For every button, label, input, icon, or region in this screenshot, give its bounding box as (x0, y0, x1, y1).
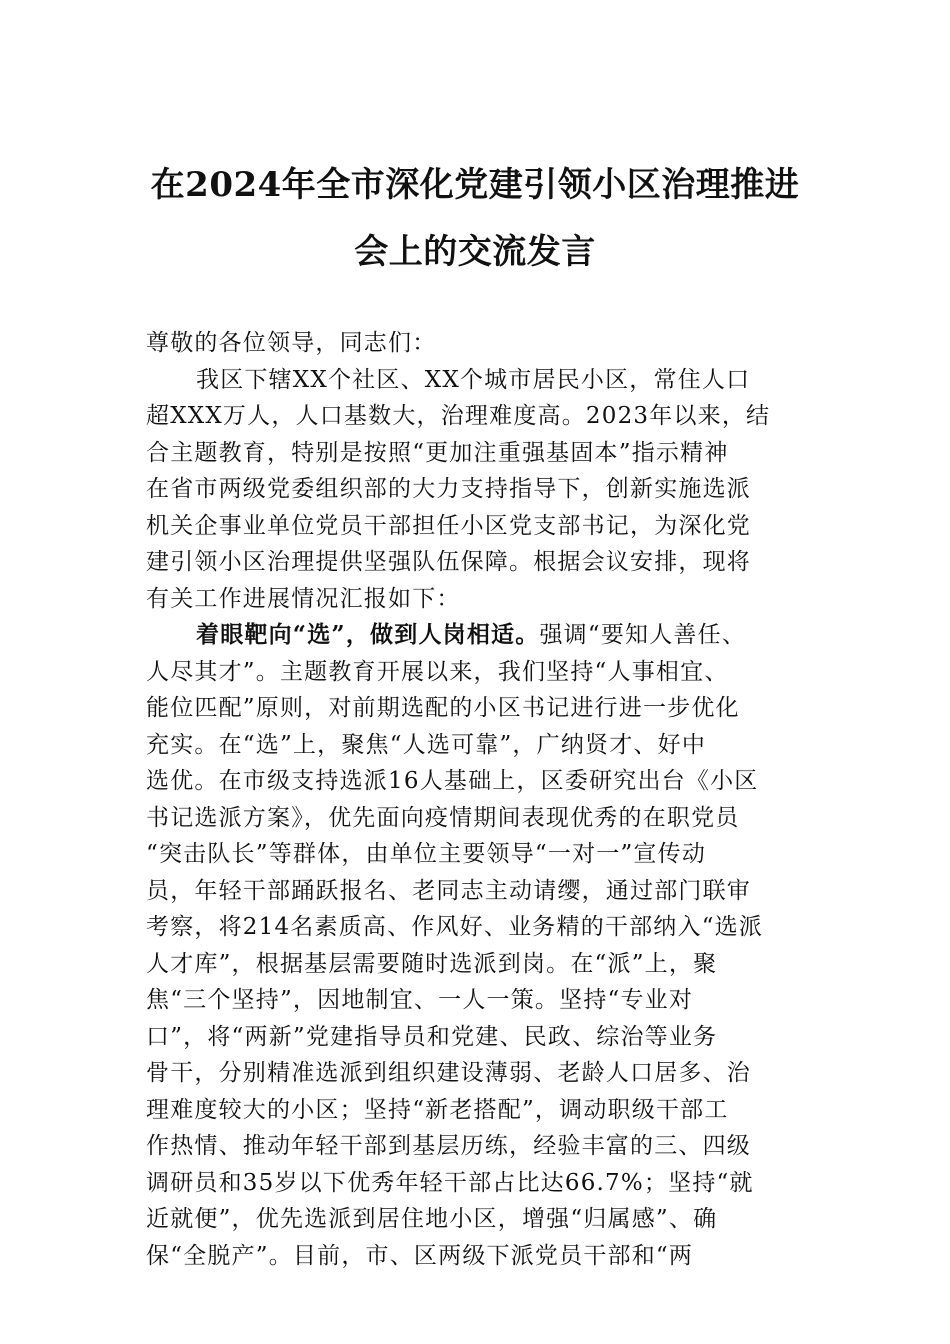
document-body (146, 325, 846, 1274)
paragraph-2-line: 选优。在市级支持选派16人基础上，区委研究出台《小区 (146, 768, 759, 794)
paragraph-1-line: 机关企事业单位党员干部担任小区党支部书记，为深化党 (146, 512, 751, 539)
paragraph-2-line: 焦“三个坚持”，因地制宜、一人一策。坚持“专业对 (146, 987, 694, 1013)
paragraph-1-line: 合主题教育，特别是按照“更加注重强基固本”指示精神 (146, 439, 729, 466)
document-title-line-2: 会上的交流发言 (354, 232, 596, 272)
paragraph-1-line: 有关工作进展情况汇报如下： (146, 585, 461, 612)
paragraph-1-line: 超XXX万人，人口基数大，治理难度高。2023年以来，结 (146, 403, 771, 429)
paragraph-2-line: 员，年轻干部踊跃报名、老同志主动请缨，通过部门联审 (146, 877, 751, 904)
paragraph-2-line: 作热情、推动年轻干部到基层历练，经验丰富的三、四级 (146, 1133, 751, 1159)
paragraph-2-text: 强调“要知人善任、 (539, 622, 747, 648)
paragraph-2-line: 口”，将“两新”党建指导员和党建、民政、综治等业务 (146, 1023, 718, 1050)
paragraph-2-line: 人尽其才”。主题教育开展以来，我们坚持“人事相宜、 (146, 658, 729, 685)
paragraph-2-line: 保“全脱产”。目前，市、区两级下派党员干部和“两 (146, 1242, 694, 1269)
salutation: 尊敬的各位领导，同志们： (146, 330, 437, 356)
paragraph-2-line: “突击队长”等群体，由单位主要领导“一对一”宣传动 (146, 841, 707, 867)
paragraph-2-line: 骨干，分别精准选派到组织建设薄弱、老龄人口居多、治 (146, 1060, 751, 1086)
paragraph-2-line: 调研员和35岁以下优秀年轻干部占比达66.7%；坚持“就 (146, 1169, 754, 1196)
paragraph-2-line: 考察，将214名素质高、作风好、业务精的干部纳入“选派 (146, 914, 764, 940)
section-heading: 着眼靶向“选”，做到人岗相适。 (196, 621, 540, 648)
paragraph-1-line: 在省市两级党委组织部的大力支持指导下，创新实施选派 (146, 476, 751, 502)
paragraph-2-line: 能位匹配”原则，对前期选配的小区书记进行进一步优化 (146, 695, 740, 721)
paragraph-1-line: 我区下辖XX个社区、XX个城市居民小区，常住人口 (196, 366, 751, 393)
document-title-line-1: 在2024年全市深化党建引领小区治理推进 (150, 165, 800, 205)
paragraph-2-line: 人才库”，根据基层需要随时选派到岗。在“派”上，聚 (146, 950, 718, 977)
paragraph-1-line: 建引领小区治理提供坚强队伍保障。根据会议安排，现将 (146, 549, 751, 575)
paragraph-2-first-line (146, 617, 846, 654)
paragraph-2-line: 充实。在“选”上，聚焦“人选可靠”，广纳贤才、好中 (146, 731, 707, 758)
paragraph-2-line: 理难度较大的小区；坚持“新老搭配”，调动职级干部工 (146, 1096, 729, 1123)
paragraph-2-line: 书记选派方案》，优先面向疫情期间表现优秀的在职党员 (146, 804, 740, 831)
paragraph-2-line: 近就便”，优先选派到居住地小区，增强“归属感”、确 (146, 1206, 718, 1232)
